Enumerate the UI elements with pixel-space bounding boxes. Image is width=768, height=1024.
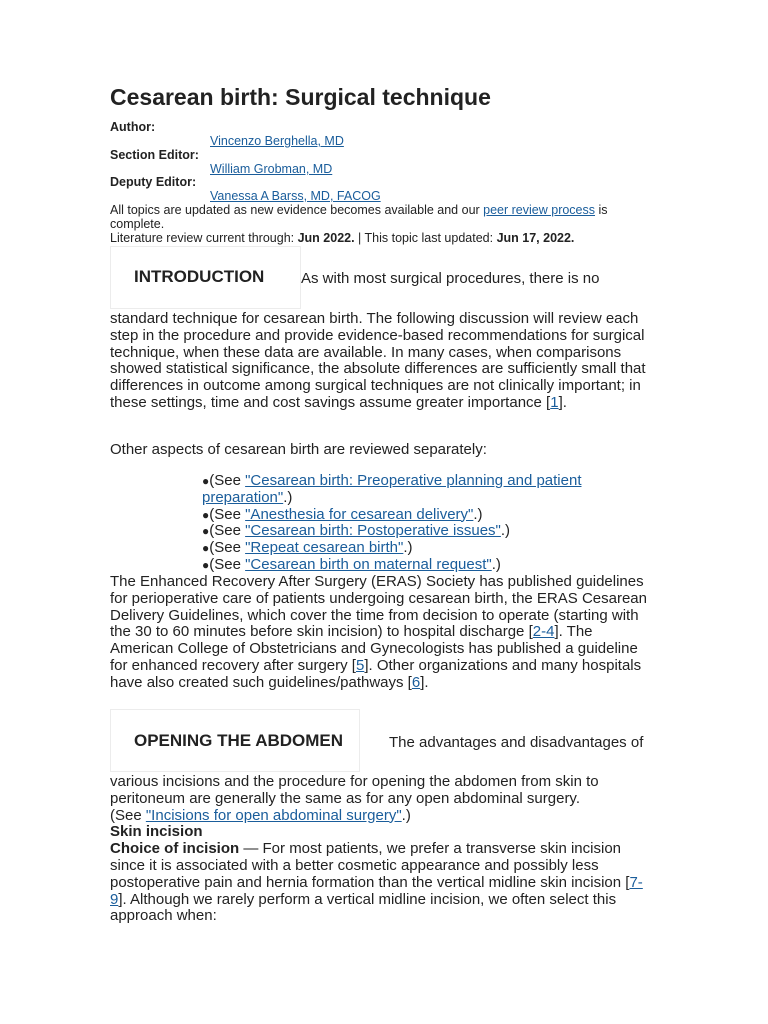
list-item: ●(See "Cesarean birth: Preoperative planning and patient preparation".) — [202, 472, 582, 506]
maternal-request-link[interactable]: "Cesarean birth on maternal request" — [245, 555, 492, 573]
repeat-cesarean-link[interactable]: "Repeat cesarean birth" — [245, 539, 404, 557]
reference-link[interactable]: 5 — [355, 656, 365, 674]
peer-review-link[interactable]: peer review process — [483, 203, 596, 217]
see-also-list — [202, 473, 642, 574]
update-note: All topics are updated as new evidence becomes available and our peer review process is complete. — [110, 203, 608, 231]
incisions-link[interactable]: "Incisions for open abdominal surgery" — [145, 806, 402, 824]
last-updated-date: Jun 17, 2022. — [496, 231, 575, 245]
reference-link[interactable]: 7-9 — [110, 873, 643, 908]
section-editor-link[interactable]: William Grobman, MD — [210, 162, 333, 176]
deputy-editor-label: Deputy Editor: — [110, 175, 197, 189]
author-label: Author: — [110, 120, 156, 134]
opening-abdomen-body: various incisions and the procedure for opening the abdomen from skin to peritoneum are generally the same as for any open abdominal surgery. (See "Incisions for open abdominal surgery".) Skin incision Choice of incision — For most patients, we prefer a transverse skin incision since it is associated with a better cosmetic appearance and possibly less postoperative pain and hernia formation than the vertical midline skin incision [7-9]. Although we rarely perform a vertical midline incision, we often select this approach when: — [110, 773, 643, 925]
introduction-body: standard technique for cesarean birth. The following discussion will review each step in the procedure and provide evidence-based recommendations for surgical technique, when these data are available. In many cases, when comparisons showed statistical significance, the absolute differences are sufficiently small that differences in outcome among surgical techniques are not clinically important; in these settings, time and cost savings assume greater importance [1]. — [110, 310, 646, 411]
literature-review-note: Literature review current through: Jun 2022. | This topic last updated: Jun 17, 2022. — [110, 231, 575, 245]
reference-link[interactable]: 6 — [411, 673, 421, 691]
reference-link[interactable]: 2-4 — [532, 623, 555, 641]
author-link[interactable]: Vincenzo Berghella, MD — [210, 134, 344, 148]
introduction-heading: INTRODUCTION — [134, 267, 265, 286]
page-title: Cesarean birth: Surgical technique — [110, 84, 491, 110]
list-item: ●(See "Cesarean birth on maternal request".) — [202, 555, 501, 573]
section-editor-label: Section Editor: — [110, 148, 199, 162]
deputy-editor-link[interactable]: Vanessa A Barss, MD, FACOG — [210, 189, 381, 203]
preoperative-planning-link[interactable]: "Cesarean birth: Preoperative planning and patient preparation" — [202, 472, 582, 506]
list-item: ●(See "Cesarean birth: Postoperative issues".) — [202, 522, 511, 540]
other-aspects-text: Other aspects of cesarean birth are reviewed separately: — [110, 441, 487, 458]
opening-abdomen-lead: The advantages and disadvantages of — [389, 734, 644, 751]
opening-abdomen-heading: OPENING THE ABDOMEN — [134, 731, 344, 750]
introduction-lead: As with most surgical procedures, there is no — [301, 270, 600, 287]
reference-link[interactable]: 1 — [550, 393, 559, 411]
list-item: ●(See "Anesthesia for cesarean delivery".) — [202, 505, 483, 523]
literature-date: Jun 2022. — [297, 231, 355, 245]
choice-of-incision-label: Choice of incision — [110, 840, 240, 858]
anesthesia-link[interactable]: "Anesthesia for cesarean delivery" — [245, 505, 474, 523]
list-item: ●(See "Repeat cesarean birth".) — [202, 539, 413, 557]
eras-paragraph: The Enhanced Recovery After Surgery (ERAS) Society has published guidelines for perioperative care of patients undergoing cesarean birth, the ERAS Cesarean Delivery Guidelines, which cover the time from decision to operate (starting with the 30 to 60 minutes before skin incision) to hospital discharge [2-4]. The American College of Obstetricians and Gynecologists has published a guideline for enhanced recovery after surgery [5]. Other organizations and many hospitals have also created such guidelines/pathways [6]. — [110, 573, 647, 691]
postoperative-issues-link[interactable]: "Cesarean birth: Postoperative issues" — [245, 522, 501, 540]
skin-incision-heading: Skin incision — [110, 823, 203, 841]
